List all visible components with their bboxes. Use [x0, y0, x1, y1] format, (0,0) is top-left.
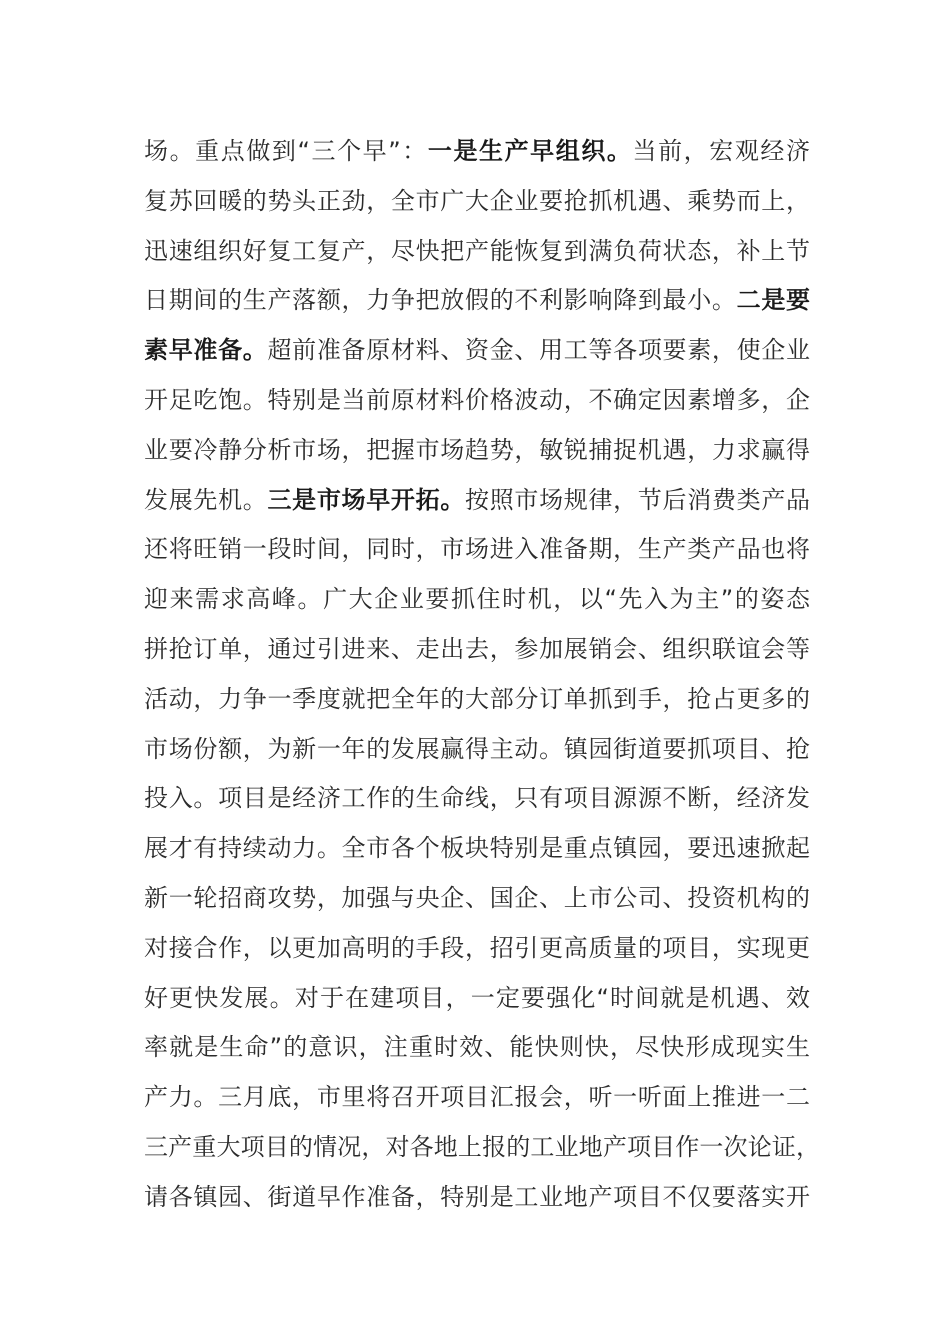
- text-line: [144, 227, 810, 277]
- text-line: [144, 177, 810, 227]
- text-line: [144, 326, 810, 376]
- body-text-segment: 市场份额，为新一年的发展赢得主动。镇园街道要抓项目、抢: [144, 734, 810, 763]
- text-line: [144, 974, 810, 1024]
- text-line: [144, 276, 810, 326]
- text-line: [144, 426, 810, 476]
- body-text-segment: 迎来需求高峰。广大企业要抓住时机，以“先入为主”的姿态: [144, 585, 810, 614]
- body-text-segment: 好更快发展。对于在建项目，一定要强化“时间就是机遇、效: [144, 983, 810, 1012]
- bold-heading-text: 二是要: [736, 286, 811, 315]
- text-line: [144, 774, 810, 824]
- body-text-segment: 新一轮招商攻势，加强与央企、国企、上市公司、投资机构的: [144, 883, 810, 912]
- body-text-segment: 拼抢订单，通过引进来、走出去，参加展销会、组织联谊会等: [144, 634, 810, 663]
- body-text-segment: 当前，宏观经济: [632, 137, 811, 165]
- text-line: [144, 1123, 820, 1173]
- body-text-segment: 日期间的生产落额，力争把放假的不利影响降到最小。: [144, 286, 737, 315]
- text-line: [144, 625, 810, 675]
- body-text-segment: 产力。三月底，市里将召开项目汇报会，听一听面上推进一二: [144, 1083, 810, 1112]
- body-text-segment: 请各镇园、街道早作准备，特别是工业地产项目不仅要落实开: [144, 1182, 810, 1211]
- bold-heading-text: 一是生产早组织。: [427, 137, 633, 165]
- text-line: [144, 575, 810, 625]
- body-text-segment: 还将旺销一段时间，同时，市场进入准备期，生产类产品也将: [144, 535, 810, 564]
- body-text-segment: 开足吃饱。特别是当前原材料价格波动，不确定因素增多，企: [144, 385, 810, 414]
- text-line: [144, 1023, 810, 1073]
- body-text-segment: 按照市场规律，节后消费类产品: [465, 485, 811, 514]
- body-text-segment: 业要冷静分析市场，把握市场趋势，敏锐捕捉机遇，力求赢得: [144, 435, 810, 464]
- text-line: [144, 376, 810, 426]
- body-text-segment: 迅速组织好复工复产，尽快把产能恢复到满负荷状态，补上节: [144, 236, 810, 265]
- body-text-segment: 展才有持续动力。全市各个板块特别是重点镇园，要迅速掀起: [144, 834, 810, 863]
- text-line: [144, 525, 810, 575]
- text-line: [144, 874, 810, 924]
- body-text-segment: 场。重点做到“三个早”：: [144, 137, 428, 165]
- body-text-segment: 活动，力争一季度就把全年的大部分订单抓到手，抢占更多的: [144, 684, 810, 713]
- bold-heading-text: 三是市场早开拓。: [267, 485, 466, 514]
- body-text-segment: 投入。项目是经济工作的生命线，只有项目源源不断，经济发: [144, 784, 810, 813]
- body-text-segment: 三产重大项目的情况，对各地上报的工业地产项目作一次论证，: [144, 1132, 820, 1161]
- bold-heading-text: 素早准备。: [144, 336, 268, 365]
- body-text-segment: 复苏回暖的势头正劲，全市广大企业要抢抓机遇、乘势而上，: [144, 186, 810, 215]
- text-line: [144, 675, 810, 725]
- text-line: [144, 1073, 810, 1123]
- body-text-segment: 发展先机。: [144, 485, 268, 514]
- body-text-segment: 超前准备原材料、资金、用工等各项要素，使企业: [267, 336, 811, 365]
- text-line: [144, 476, 810, 526]
- text-line: [144, 924, 810, 974]
- body-text: [144, 127, 824, 1223]
- text-line: [144, 1173, 810, 1223]
- text-line: [144, 127, 810, 177]
- text-line: [144, 725, 810, 775]
- text-line: [144, 824, 810, 874]
- body-text-segment: 率就是生命”的意识，注重时效、能快则快，尽快形成现实生: [144, 1033, 810, 1062]
- body-text-segment: 对接合作，以更加高明的手段，招引更高质量的项目，实现更: [144, 933, 810, 962]
